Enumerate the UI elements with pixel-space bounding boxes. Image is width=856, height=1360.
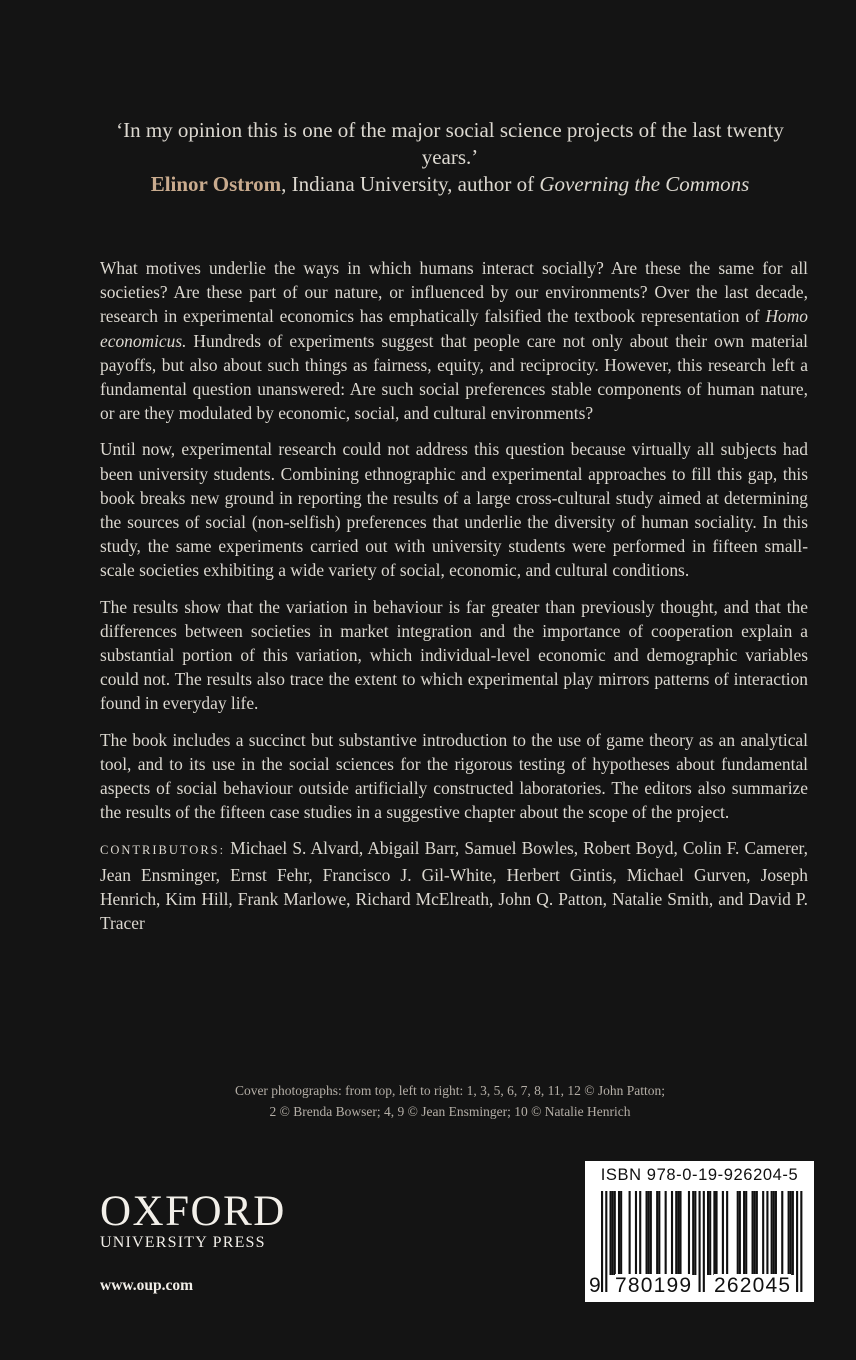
barcode-bar <box>713 1191 715 1275</box>
barcode-bar <box>609 1191 611 1275</box>
barcode-bar <box>752 1191 754 1275</box>
barcode-bar <box>629 1191 631 1275</box>
barcode-digits-right: 262045 <box>714 1274 792 1297</box>
photo-credits-line-2: 2 © Brenda Bowser; 4, 9 © Jean Ensminger; 10 © Natalie Henrich <box>269 1104 631 1119</box>
quote-text: ‘In my opinion this is one of the major social science projects of the last twenty years.’ <box>116 118 784 169</box>
barcode-bar <box>688 1191 690 1275</box>
barcode-bar <box>620 1191 622 1275</box>
p1-italic-term: Homo economicus. <box>100 306 808 351</box>
barcode-bar <box>773 1191 775 1275</box>
blurb-paragraph-4: The book includes a succinct but substantive introduction to the use of game theory as an analytical tool, and to its use in the social sciences for the rigorous testing of hypotheses about fundamental aspects of social behaviour outside artificially constructed laboratories. The editors also summarize the results of the fifteen case studies in a suggestive chapter about the scope of the project. <box>100 729 808 823</box>
barcode-bar <box>639 1191 641 1275</box>
barcode-bar <box>635 1191 637 1275</box>
barcode-bar <box>646 1191 648 1275</box>
barcode-bar <box>756 1191 758 1275</box>
quote-attribution <box>151 172 750 196</box>
blurb-paragraph-1 <box>100 256 808 425</box>
barcode-bar <box>722 1191 724 1275</box>
contributors-paragraph <box>100 836 808 935</box>
barcode-bar <box>648 1191 650 1275</box>
barcode-bar <box>614 1191 616 1275</box>
contributors-label: CONTRIBUTORS: <box>100 843 226 858</box>
barcode-bar <box>671 1191 673 1275</box>
publisher-website[interactable]: www.oup.com <box>100 1277 194 1294</box>
barcode-bar <box>771 1191 773 1275</box>
photo-credits-line-1: Cover photographs: from top, left to right: 1, 3, 5, 6, 7, 8, 11, 12 © John Patton; <box>234 1083 666 1098</box>
barcode-digit-first: 9 <box>589 1274 601 1297</box>
publisher-name: OXFORD <box>100 1188 286 1235</box>
barcode-bar <box>709 1191 711 1275</box>
p1-text-after: Hundreds of experiments suggest that people care not only about their own material payoffs, but also about such things as fairness, equity, and reciprocity. However, this research left a fundamental question unanswered: Are such social preferences stable components of human nature, or are they modulated by economic, social, and cultural environments? <box>100 330 808 424</box>
photo-credits <box>160 1080 740 1122</box>
barcode-bar <box>745 1191 747 1275</box>
endorsement-quote <box>100 117 800 198</box>
barcode-digits <box>585 1274 814 1300</box>
barcode-bar <box>679 1191 681 1275</box>
barcode-bar <box>715 1191 717 1275</box>
barcode-bar <box>762 1191 764 1275</box>
attribution-affiliation: , Indiana University, author of <box>281 172 540 196</box>
barcode-bar <box>754 1191 756 1275</box>
barcode-bar <box>612 1191 614 1275</box>
barcode-bar <box>650 1191 652 1275</box>
barcode-bar <box>775 1191 777 1275</box>
barcode-bar <box>656 1191 658 1275</box>
barcode-bar <box>792 1191 794 1275</box>
barcode-bar <box>658 1191 660 1275</box>
p1-text-before: What motives underlie the ways in which humans interact socially? Are these the same for all societies? Are these part of our nature, or influenced by our environments? Over the last decade, research in experimental economics has emphatically falsified the textbook representation of <box>100 258 808 327</box>
barcode-bar <box>677 1191 679 1275</box>
barcode-bar <box>790 1191 792 1275</box>
barcode-bar <box>766 1191 768 1275</box>
barcode-bar <box>675 1191 677 1275</box>
contributors-list: Michael S. Alvard, Abigail Barr, Samuel Bowles, Robert Boyd, Colin F. Camerer, Jean Ensminger, Ernst Fehr, Francisco J. Gil-White, Herbert Gintis, Michael Gurven, Joseph Henrich, Kim Hill, Frank Marlowe, Richard McElreath, John Q. Patton, Natalie Smith, and David P. Tracer <box>100 838 808 934</box>
barcode-bar <box>665 1191 667 1275</box>
isbn-barcode <box>585 1161 814 1302</box>
barcode-bar <box>781 1191 783 1275</box>
barcode-bar <box>694 1191 696 1275</box>
blurb <box>100 256 808 947</box>
barcode-bar <box>739 1191 741 1275</box>
attribution-book-title: Governing the Commons <box>539 172 750 196</box>
isbn-label: ISBN 978-0-19-926204-5 <box>600 1166 799 1184</box>
blurb-paragraph-3: The results show that the variation in behaviour is far greater than previously thought, and that the differences between societies in market integration and the importance of cooperation explain a substantial portion of this variation, which individual-level economic and demographic variables could not. The results also trace the extent to which experimental play mirrors patterns of interaction found in everyday life. <box>100 596 808 714</box>
publisher-logo <box>100 1188 286 1252</box>
barcode-bar <box>618 1191 620 1275</box>
barcode-bar <box>743 1191 745 1275</box>
barcode-digits-left: 780199 <box>615 1274 693 1297</box>
publisher-subtitle: UNIVERSITY PRESS <box>100 1234 266 1251</box>
barcode-bar <box>737 1191 739 1275</box>
barcode-bar <box>788 1191 790 1275</box>
blurb-paragraph-2: Until now, experimental research could not address this question because virtually all subjects had been university students. Combining ethnographic and experimental approaches to fill this gap, this book breaks new ground in reporting the results of a large cross-cultural study aimed at determining the sources of social (non-selfish) preferences that underlie the diversity of human sociality. In this study, the same experiments carried out with university students were performed in fifteen small-scale societies exhibiting a wide variety of social, economic, and cultural conditions. <box>100 439 808 581</box>
barcode-bar <box>692 1191 694 1275</box>
barcode-bar <box>726 1191 728 1275</box>
barcode-bar <box>707 1191 709 1275</box>
attribution-name: Elinor Ostrom <box>150 172 282 196</box>
